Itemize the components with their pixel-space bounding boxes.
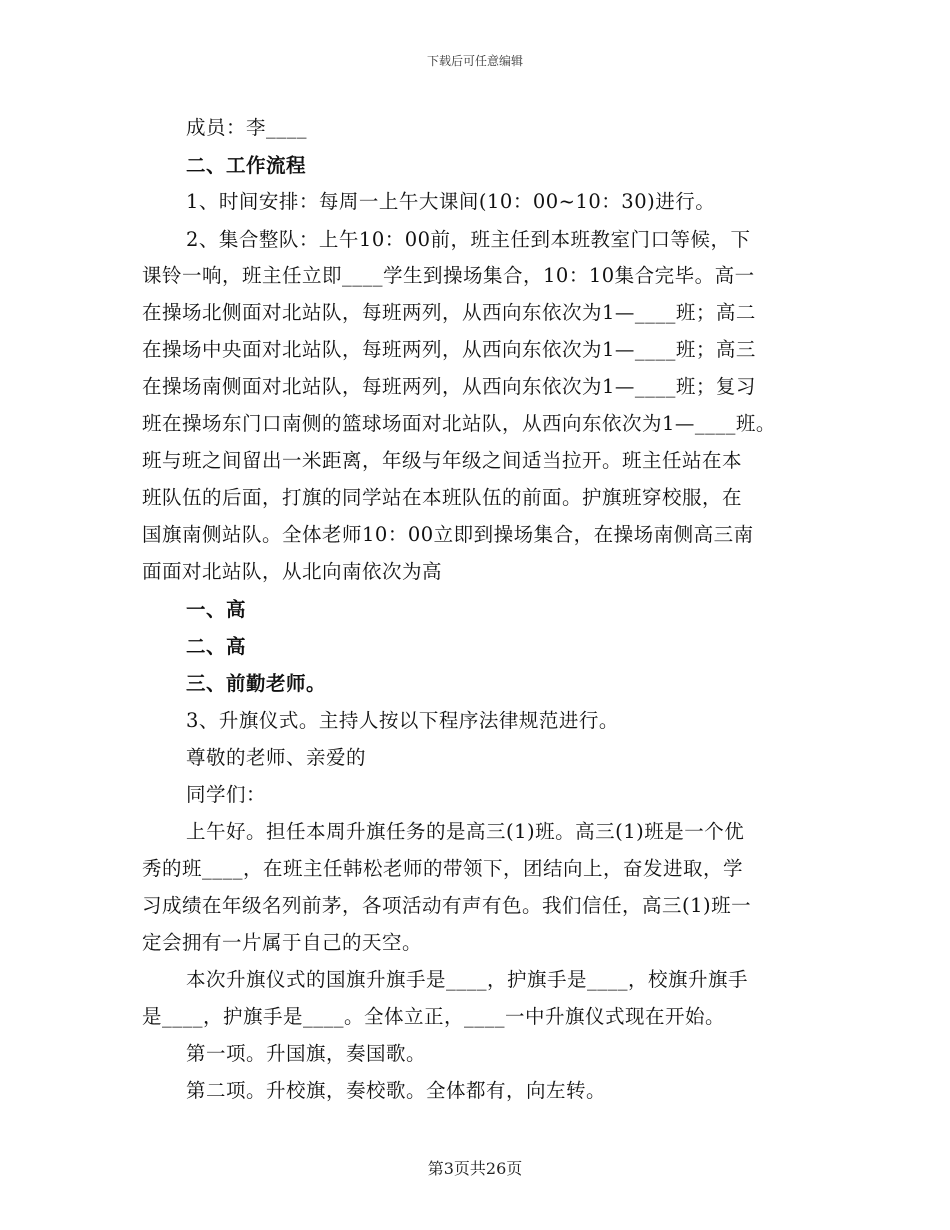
text-line: 在操场南侧面对北站队，每班两列，从西向东依次为1—____班；复习 — [142, 375, 756, 398]
member-line: 成员：李____ — [186, 116, 308, 139]
text-line: 第一项。升国旗，奏国歌。 — [186, 1042, 427, 1065]
text-line: 秀的班____，在班主任韩松老师的带领下，团结向上，奋发进取，学 — [142, 857, 744, 880]
text-line: 1、时间安排：每周一上午大课间(10：00~10：30)进行。 — [186, 190, 716, 213]
bold-line: 二、高 — [186, 635, 247, 658]
text-line: 是____，护旗手是____。全体立正，____一中升旗仪式现在开始。 — [142, 1005, 726, 1028]
page-number: 第3页共26页 — [427, 1159, 523, 1178]
text-line: 2、集合整队：上午10：00前，班主任到本班教室门口等候，下 — [186, 228, 751, 251]
text-line: 定会拥有一片属于自己的天空。 — [142, 931, 423, 954]
text-line: 班在操场东门口南侧的篮球场面对北站队，从西向东依次为1—____班。 — [142, 412, 776, 435]
bold-line: 三、前勤老师。 — [186, 672, 327, 695]
text-line: 同学们： — [186, 783, 267, 806]
text-line: 习成绩在年级名列前茅，各项活动有声有色。我们信任，高三(1)班一 — [142, 894, 752, 917]
text-line: 面面对北站队，从北向南依次为高 — [142, 560, 443, 583]
section-heading-workflow: 二、工作流程 — [186, 154, 307, 177]
text-line: 在操场北侧面对北站队，每班两列，从西向东依次为1—____班；高二 — [142, 301, 756, 324]
text-line: 班队伍的后面，打旗的同学站在本班队伍的前面。护旗班穿校服，在 — [142, 486, 743, 509]
bold-line: 一、高 — [186, 598, 247, 621]
text-line: 班与班之间留出一米距离，年级与年级之间适当拉开。班主任站在本 — [142, 449, 743, 472]
text-line: 上午好。担任本周升旗任务的是高三(1)班。高三(1)班是一个优 — [186, 820, 745, 843]
text-line: 尊敬的老师、亲爱的 — [186, 746, 367, 769]
text-line: 本次升旗仪式的国旗升旗手是____，护旗手是____，校旗升旗手 — [186, 968, 749, 991]
text-line: 课铃一响，班主任立即____学生到操场集合，10：10集合完毕。高一 — [142, 264, 755, 287]
text-line: 在操场中央面对北站队，每班两列，从西向东依次为1—____班；高三 — [142, 338, 756, 361]
text-line: 3、升旗仪式。主持人按以下程序法律规范进行。 — [186, 709, 619, 732]
page-header: 下载后可任意编辑 — [426, 54, 523, 68]
text-line: 第二项。升校旗，奏校歌。全体都有，向左转。 — [186, 1079, 607, 1102]
text-line: 国旗南侧站队。全体老师10：00立即到操场集合，在操场南侧高三南 — [142, 523, 754, 546]
